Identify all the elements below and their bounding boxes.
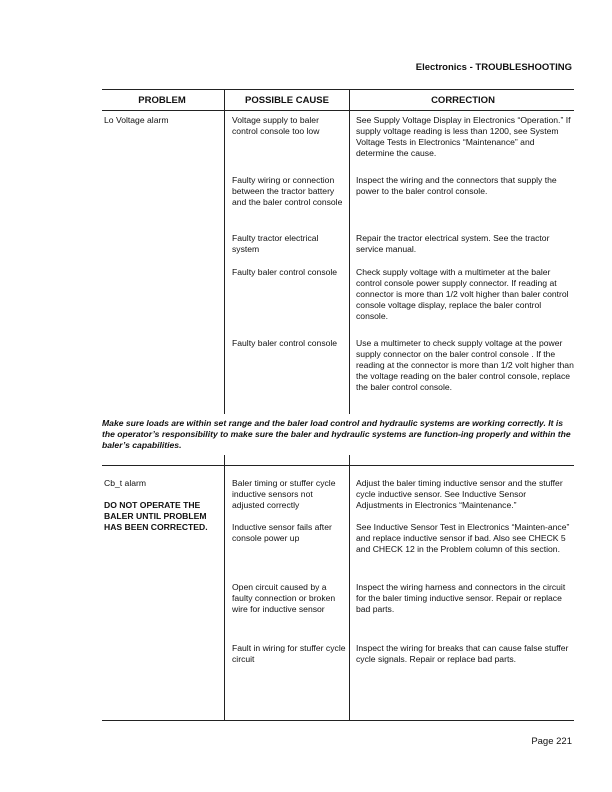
problem-warning-note: DO NOT OPERATE THE BALER UNTIL PROBLEM HAS BEEN CORRECTED. [104, 500, 208, 532]
correction-cell: Inspect the wiring harness and connectors in the circuit for the baler timing inductive sensor. Repair or replace bad parts. [356, 582, 566, 614]
cause-cell: Faulty baler control console [232, 338, 338, 348]
column-header-problem: PROBLEM [138, 95, 186, 106]
correction-cell: Inspect the wiring for breaks that can cause false stuffer cycle signals. Repair or replace bad parts. [356, 643, 569, 664]
cause-cell: Baler timing or stuffer cycle inductive sensors not adjusted correctly [232, 478, 336, 510]
cause-cell: Voltage supply to baler control console too low [232, 115, 320, 136]
correction-cell: See Supply Voltage Display in Electronics “Operation.” If supply voltage reading is less than 1200, see System Voltage Tests in Electronics “Maintenance” and determine the cause. [356, 115, 571, 158]
column-header-correction: CORRECTION [431, 95, 495, 106]
correction-cell: Adjust the baler timing inductive sensor and the stuffer cycle inductive sensor. See Inductive Sensor Adjustments in Electronics “Maintenance.” [356, 478, 563, 510]
safety-warning: Make sure loads are within set range and the baler load control and hydraulic systems are working correctly. It is the operator’s responsibility to make sure the baler and hydraulic systems are function-ing properly and within the baler’s capabilities. [102, 418, 571, 450]
correction-cell: See Inductive Sensor Test in Electronics “Mainten-ance” and replace inductive sensor if bad. Also see CHECK 5 and CHECK 12 in the Problem column of this section. [356, 522, 570, 554]
correction-cell: Use a multimeter to check supply voltage at the power supply connector on the baler control console . If the reading at the connector is more than 1/2 volt higher than the voltage reading on the baler control console, replace the baler control console. [356, 338, 574, 392]
page-number: Page 221 [531, 736, 572, 747]
column-header-cause: POSSIBLE CAUSE [245, 95, 329, 106]
table2-top-rule [102, 465, 574, 466]
correction-cell: Repair the tractor electrical system. See the tractor service manual. [356, 233, 550, 254]
column-divider-1 [224, 89, 225, 414]
problem-cb-t-alarm: Cb_t alarm [104, 478, 147, 488]
cause-cell: Faulty tractor electrical system [232, 233, 319, 254]
table-header-rule [102, 110, 574, 111]
table2-bottom-rule [102, 720, 574, 721]
page-header-title: Electronics - TROUBLESHOOTING [415, 62, 572, 73]
column-divider-2 [349, 455, 350, 720]
cause-cell: Faulty wiring or connection between the tractor battery and the baler control console [232, 175, 343, 207]
cause-cell: Inductive sensor fails after console power up [232, 522, 332, 543]
cause-cell: Open circuit caused by a faulty connection or broken wire for inductive sensor [232, 582, 336, 614]
correction-cell: Check supply voltage with a multimeter at the baler control console power supply connector. If reading at connector is more than 1/2 volt higher than baler control console voltage display, replace the baler control console. [356, 267, 569, 321]
column-divider-1 [224, 455, 225, 720]
column-divider-2 [349, 89, 350, 414]
correction-cell: Inspect the wiring and the connectors that supply the power to the baler control console. [356, 175, 557, 196]
cause-cell: Faulty baler control console [232, 267, 338, 277]
problem-lo-voltage: Lo Voltage alarm [104, 115, 169, 125]
table-top-rule [102, 89, 574, 90]
cause-cell: Fault in wiring for stuffer cycle circuit [232, 643, 346, 664]
